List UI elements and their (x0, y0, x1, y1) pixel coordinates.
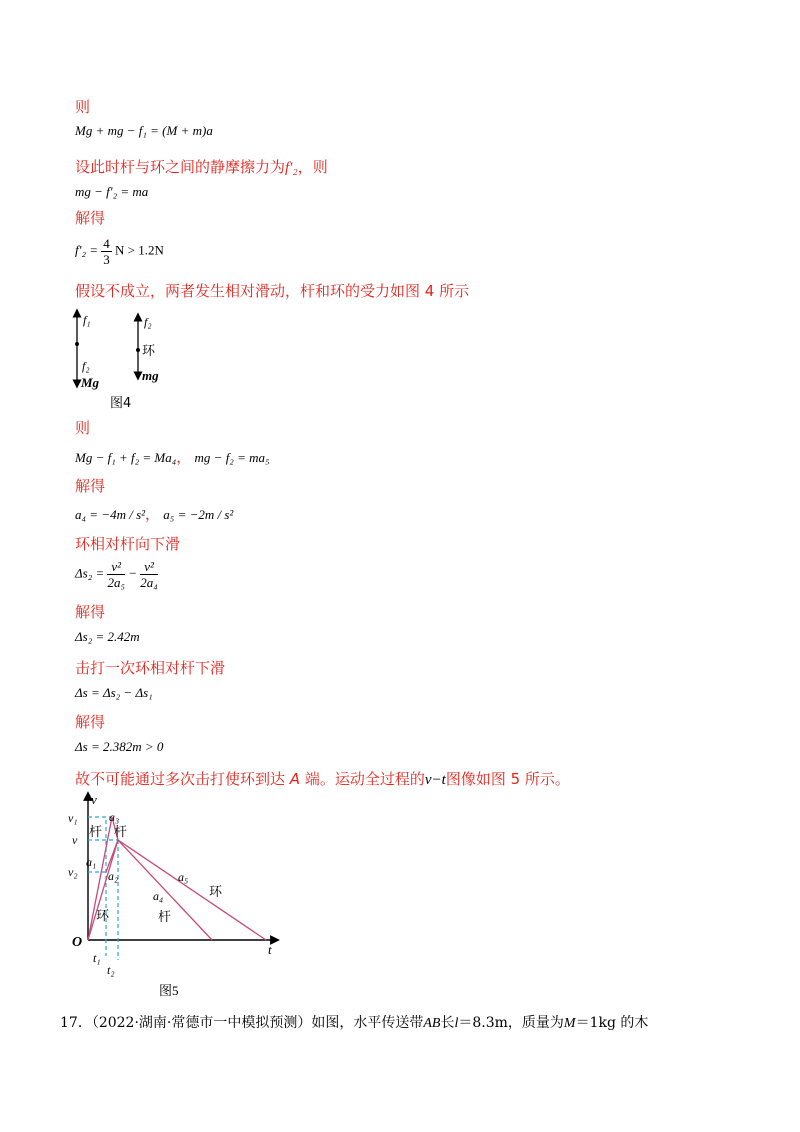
text-jie-de-2: 解得 (75, 477, 106, 495)
problem-length-word: 长 (440, 1015, 455, 1031)
ring-mg-label: mg (142, 368, 159, 383)
assume-symbol: f′₂ (285, 160, 298, 176)
fraction-num: 4 (103, 236, 110, 251)
eq4b: mg − f₂ = ma₅ (194, 450, 270, 465)
equation-newton-system: Mg + mg − f₁ = (M + m)a (75, 123, 213, 138)
equation-f2-result (75, 236, 164, 267)
label-rod-2: 杆 (114, 824, 128, 839)
fraction-den-1: 2a₅ (107, 575, 126, 590)
text-jie-de-3: 解得 (75, 603, 106, 621)
fraction-den: 3 (103, 252, 110, 267)
line-rod-decelerating (118, 840, 212, 940)
problem-l: l (454, 1016, 459, 1031)
concl-part-c: 图像如图 5 所示。 (445, 770, 570, 788)
text-ring-slides-down: 环相对杆向下滑 (75, 535, 181, 553)
equation-delta-s2 (75, 559, 158, 590)
problem-AB: AB (423, 1016, 441, 1031)
label-a1: a₁ (86, 855, 97, 869)
ring-point (136, 348, 140, 352)
equation-delta-s2-result: Δs₂ = 2.42m (75, 629, 140, 644)
figure-4-caption: 图4 (110, 396, 132, 410)
fraction-den-2: 2a₄ (140, 575, 158, 590)
assume-text: 设此时杆与环之间的静摩擦力为 (75, 158, 286, 176)
line-ring-decelerating (118, 840, 266, 940)
problem-17-intro (60, 1012, 648, 1032)
label-a4: a₄ (153, 889, 164, 903)
label-rod-1: 杆 (89, 824, 103, 839)
eq5b: a₅ = −2m / s² (163, 507, 234, 522)
ring-f2-label: f₂ (144, 315, 152, 329)
concl-part-b: 端。运动全过程的 (304, 770, 425, 788)
origin-label: O (72, 935, 83, 950)
concl-A: A (289, 770, 301, 788)
problem-source: （2022·湖南·常德市一中模拟预测）如图，水平传送带 (91, 1015, 424, 1031)
eq5a: a₄ = −4m / s² (75, 507, 146, 522)
axis-t-label: t (268, 942, 272, 957)
problem-number: 17． (60, 1015, 92, 1031)
label-ring-1: 环 (96, 908, 110, 923)
text-hypothesis-fails: 假设不成立，两者发生相对滑动，杆和环的受力如图 4 所示 (75, 282, 470, 300)
label-a2: a₂ (108, 869, 119, 883)
equation-delta-s: Δs = Δs₂ − Δs₁ (75, 685, 153, 700)
label-ring-2: 环 (209, 884, 223, 899)
concl-part-a: 故不可能通过多次击打使环到达 (75, 770, 286, 788)
problem-mass-value: ＝1kg 的木 (575, 1015, 649, 1031)
eq3-rhs: N > 1.2N (115, 242, 164, 258)
eq4a: Mg − f₁ + f₂ = Ma₄ (75, 450, 177, 465)
label-rod-3: 杆 (158, 909, 172, 924)
eq6-minus: − (128, 565, 138, 581)
label-a3: a₃ (109, 810, 120, 824)
problem-length-value: ＝8.3m，质量为 (458, 1015, 564, 1031)
text-assume-static-friction (75, 156, 328, 177)
text-ze-2: 则 (75, 419, 91, 437)
fraction-4-3 (101, 236, 112, 267)
equation-ring-static: mg − f′₂ = ma (75, 184, 149, 199)
label-t1: t₁ (93, 951, 101, 965)
eq3-lhs: f′₂ = (75, 242, 98, 258)
label-v1: v₁ (68, 811, 78, 825)
problem-M: M (563, 1016, 576, 1031)
ring-label: 环 (142, 344, 156, 359)
text-conclusion (75, 768, 570, 789)
text-jie-de: 解得 (75, 209, 106, 227)
line-ring-a2 (106, 840, 118, 872)
text-ze: 则 (75, 98, 91, 116)
eq4-separator: ， (176, 448, 192, 466)
label-t2: t₂ (107, 963, 115, 977)
assume-tail: ，则 (297, 158, 328, 176)
equation-delta-s-result: Δs = 2.382m > 0 (75, 739, 164, 754)
text-hit-once: 击打一次环相对杆下滑 (75, 659, 226, 677)
eq5-separator: ， (145, 505, 161, 523)
figure-4-force-diagram (60, 308, 210, 410)
figure-5-caption: 图5 (159, 983, 179, 998)
fraction-num-2: v² (140, 559, 158, 575)
equation-accelerations (75, 503, 233, 524)
axis-v-label: v (91, 792, 97, 807)
concl-vt: v−t (424, 772, 446, 788)
equation-rod-ring-sliding (75, 446, 270, 467)
fraction-v2-2a4 (140, 559, 158, 590)
eq6-lhs: Δs₂ = (75, 565, 105, 581)
text-jie-de-4: 解得 (75, 713, 106, 731)
fraction-num-1: v² (107, 559, 125, 575)
fraction-v2-2a5 (107, 559, 125, 590)
rod-f2-label: f₂ (82, 359, 90, 373)
rod-f1-label: f₁ (83, 313, 91, 327)
rod-Mg-label: Mg (81, 375, 100, 390)
rod-point (75, 342, 79, 346)
label-a5: a₅ (178, 870, 189, 884)
figure-5-vt-graph (60, 790, 290, 1002)
label-v2: v₂ (68, 865, 78, 879)
label-v: v (72, 833, 78, 847)
